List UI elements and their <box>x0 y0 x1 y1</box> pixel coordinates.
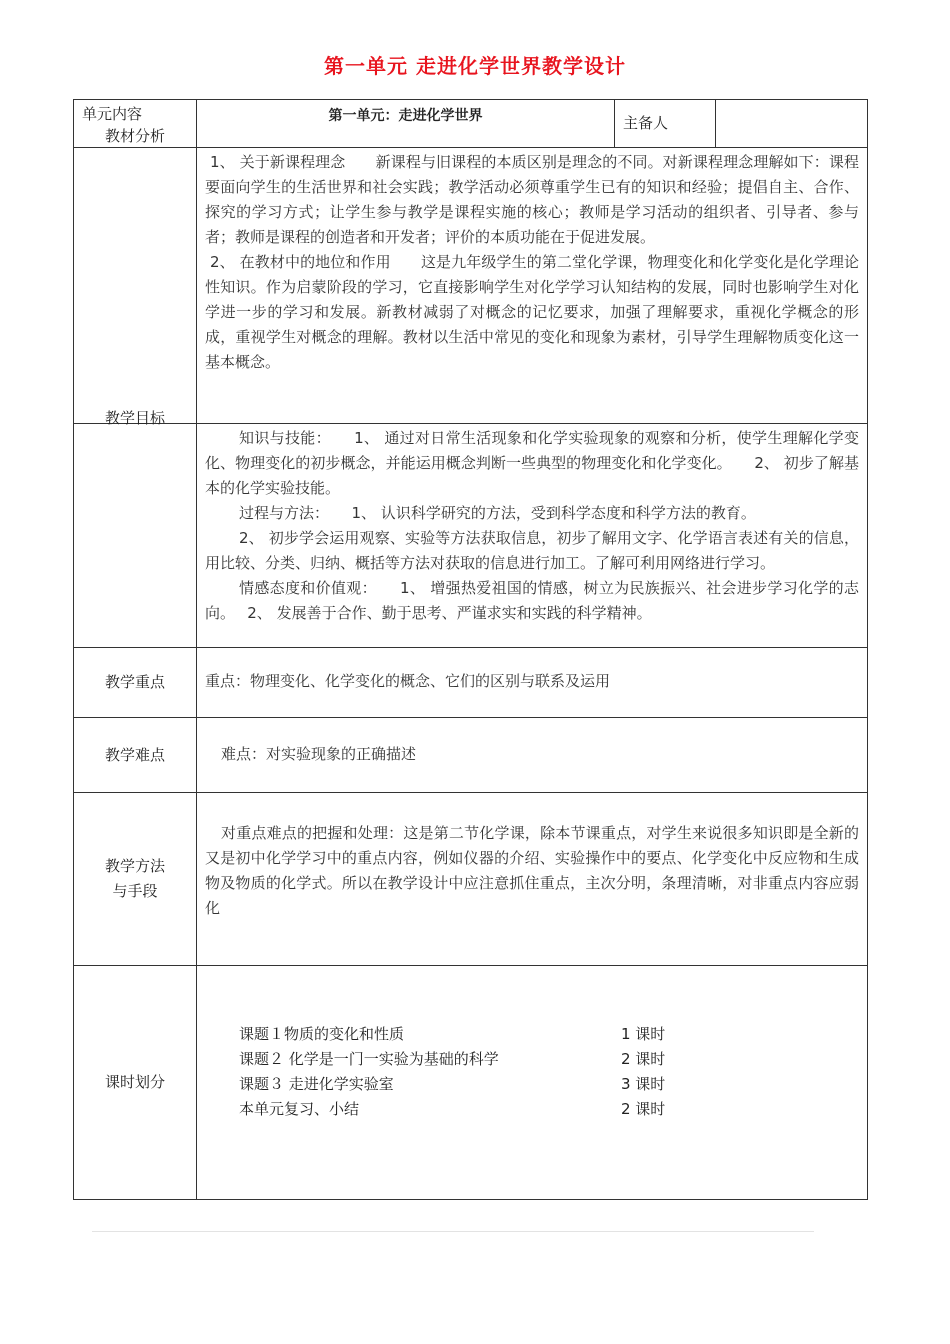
objectives-content <box>197 424 868 648</box>
objectives-label-text: 教学目标 <box>104 408 165 427</box>
schedule-item-topic: 课题３ 走进化学实验室 <box>239 1074 394 1093</box>
methods-label-line-1: 教学方法 <box>104 857 165 875</box>
difficulties-label: 教学难点 <box>74 718 197 793</box>
methods-content <box>197 793 868 966</box>
schedule-item-topic: 课题１物质的变化和性质 <box>239 1024 405 1043</box>
footer-divider <box>92 1231 814 1232</box>
schedule-item <box>239 1072 867 1097</box>
schedule-item <box>239 1047 867 1072</box>
lesson-plan-table <box>73 99 868 1200</box>
methods-label-line-2: 与手段 <box>112 882 158 900</box>
methods-row <box>74 793 868 966</box>
schedule-item-topic: 课题２ 化学是一门一实验为基础的科学 <box>239 1049 499 1068</box>
methods-text: 对重点难点的把握和处理：这是第二节化学课，除本节课重点，对学生来说很多知识即是全新的又是初中化学学习中的重点内容，例如仪器的介绍、实验操作中的要点、化学变化中反应物和生成物及物质的化学式。所以在教学设计中应注意抓住重点，主次分明，条理清晰，对非重点内容应弱化 <box>205 824 859 917</box>
unit-name: 第一单元：走进化学世界 <box>197 100 615 148</box>
textbook-analysis-label-text: 教材分析 <box>104 126 165 145</box>
schedule-item-hours: 3 课时 <box>621 1074 666 1093</box>
objective-attitude: 情感态度和价值观： 1、 增强热爱祖国的情感，树立为民族振兴、社会进步学习化学的志向。 2、 发展善于合作、勤于思考、严谨求实和实践的科学精神。 <box>205 579 859 622</box>
difficulties-row <box>74 718 868 793</box>
schedule-item-topic: 本单元复习、小结 <box>239 1099 360 1118</box>
unit-content-label: 单元内容 <box>74 100 197 148</box>
schedule-list <box>239 1022 867 1122</box>
schedule-content <box>197 966 868 1200</box>
methods-label <box>74 793 197 966</box>
key-points-row <box>74 648 868 718</box>
schedule-row <box>74 966 868 1200</box>
schedule-item <box>239 1097 867 1122</box>
textbook-analysis-content <box>197 148 868 424</box>
page-title: 第一单元 走进化学世界教学设计 <box>324 54 626 78</box>
objectives-label <box>74 408 197 648</box>
schedule-item <box>239 1022 867 1047</box>
objective-knowledge: 知识与技能： 1、 通过对日常生活现象和化学实验现象的观察和分析，使学生理解化学变化、物理变化的初步概念，并能运用概念判断一些典型的物理变化和化学变化。 2、 初步了解基本的化学实验技能。 <box>205 429 859 497</box>
preparer-label: 主备人 <box>615 100 716 148</box>
objective-process-2: 2、 初步学会运用观察、实验等方法获取信息，初步了解用文字、化学语言表述有关的信息，用比较、分类、归纳、概括等方法对获取的信息进行加工。了解可利用网络进行学习。 <box>205 529 859 572</box>
difficulties-content: 难点：对实验现象的正确描述 <box>197 718 868 793</box>
schedule-item-hours: 2 课时 <box>621 1099 666 1118</box>
key-points-content: 重点：物理变化、化学变化的概念、它们的区别与联系及运用 <box>197 648 868 718</box>
schedule-item-hours: 2 课时 <box>621 1049 666 1068</box>
textbook-analysis-row <box>74 148 868 424</box>
objectives-row <box>74 424 868 648</box>
analysis-paragraph-1: 1、 关于新课程理念 新课程与旧课程的本质区别是理念的不同。对新课程理念理解如下：课程要面向学生的生活世界和社会实践；教学活动必须尊重学生已有的知识和经验；提倡自主、合作、探究的学习方式；让学生参与教学是课程实施的核心；教师是学习活动的组织者、引导者、参与者；教师是课程的创造者和开发者；评价的本质功能在于促进发展。 <box>205 153 859 246</box>
analysis-paragraph-2: 2、 在教材中的地位和作用 这是九年级学生的第二堂化学课，物理变化和化学变化是化学理论性知识。作为启蒙阶段的学习，它直接影响学生对化学学习认知结构的发展，同时也影响学生对化学进一步的学习和发展。新教材减弱了对概念的记忆要求，加强了理解要求，重视化学概念的形成，重视学生对概念的理解。教材以生活中常见的变化和现象为素材，引导学生理解物质变化这一基本概念。 <box>205 253 859 371</box>
preparer-value <box>716 100 868 148</box>
schedule-label: 课时划分 <box>74 966 197 1200</box>
key-points-label: 教学重点 <box>74 648 197 718</box>
objective-process-1: 过程与方法： 1、 认识科学研究的方法，受到科学态度和科学方法的教育。 <box>239 504 756 522</box>
schedule-item-hours: 1 课时 <box>621 1024 666 1043</box>
textbook-analysis-label <box>74 126 197 424</box>
